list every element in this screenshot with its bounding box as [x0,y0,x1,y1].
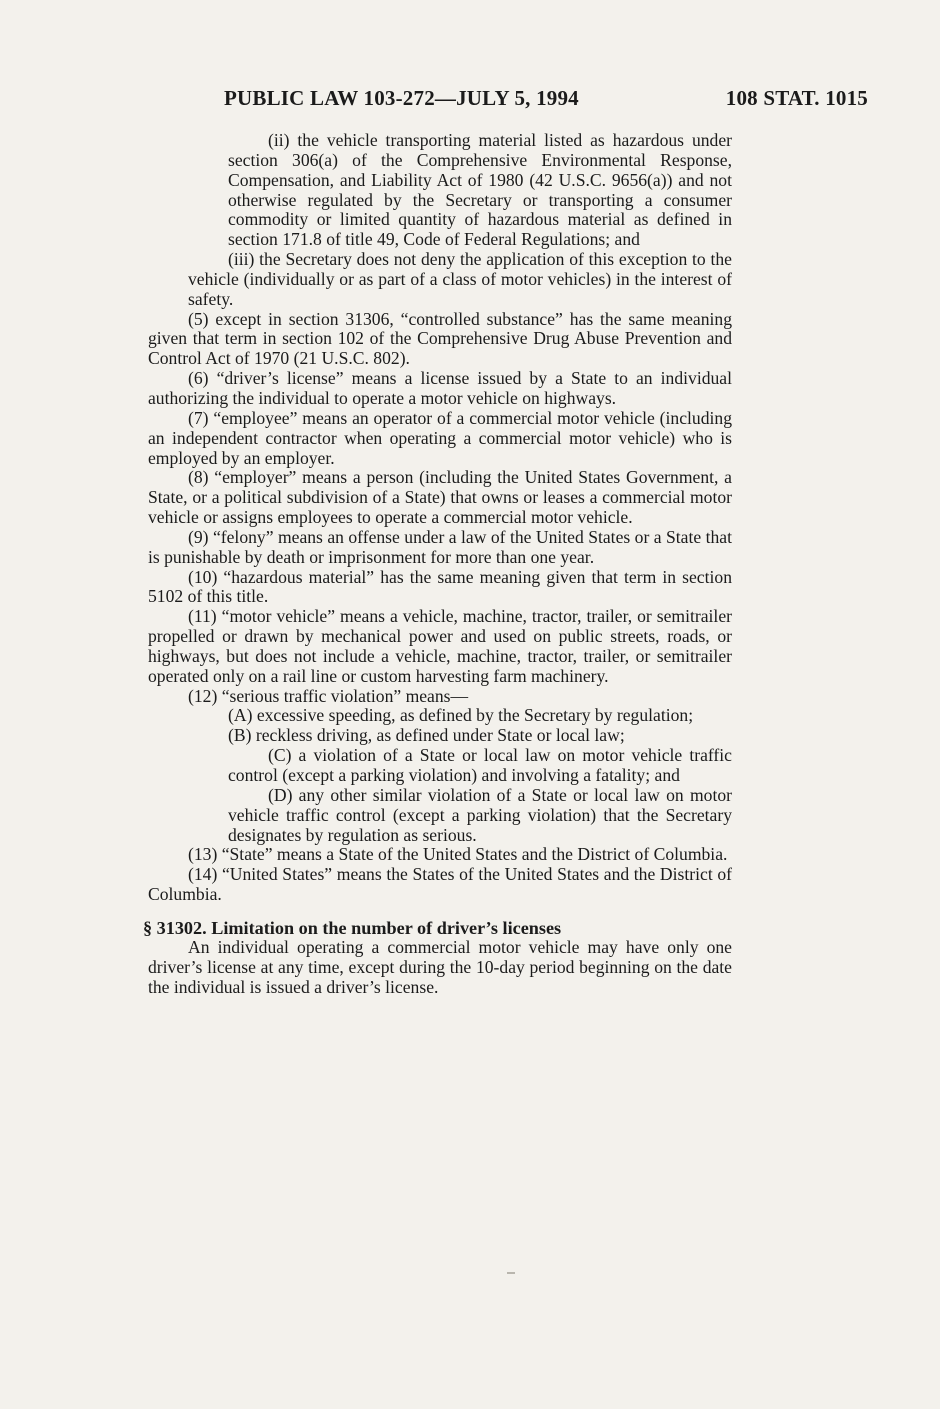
stat-page-number: 108 STAT. 1015 [725,86,868,110]
subclause-a: (A) excessive speeding, as defined by the Secretary by regulation; [228,705,694,726]
section-text: An individual operating a commercial motor vehicle may have only one driver’s license at any time, except during the 10-day period beginning on the date the individual is issued a driver’s license. [148,936,732,997]
definition-6: (6) “driver’s license” means a license issued by a State to an individual authorizing the individual to operate a motor vehicle on highways. [148,368,732,408]
section-heading: § 31302. Limitation on the number of driver’s licenses [143,917,562,938]
clause-ii: (ii) the vehicle transporting material listed as hazardous under section 306(a) of the Comprehensive Environmental Response, Compensation, and Liability Act of 1980 (42 U.S.C. 9656(a)) and not otherwise regulated by the Secretary or transporting a consumer commodity or limited quantity of hazardous material as defined in section 171.8 of title 49, Code of Federal Regulations; and [228,130,732,250]
definition-5: (5) except in section 31306, “controlled substance” has the same meaning given that term in section 102 of the Comprehensive Drug Abuse Prevention and Control Act of 1970 (21 U.S.C. 802). [148,308,732,369]
definition-13: (13) “State” means a State of the United States and the District of Columbia. [188,844,728,865]
subclause-c: (C) a violation of a State or local law on motor vehicle traffic control (except a parking violation) and involving a fatality; and [228,745,732,785]
definition-11: (11) “motor vehicle” means a vehicle, machine, tractor, trailer, or semitrailer propelled or drawn by mechanical power and used on public streets, roads, or highways, but does not include a vehicle, machine, tractor, trailer, or semitrailer operated only on a rail line or custom harvesting farm machinery. [148,606,732,686]
page-header [0,86,940,114]
print-smudge [507,1272,515,1274]
subclause-b: (B) reckless driving, as defined under State or local law; [228,725,625,746]
definition-10: (10) “hazardous material” has the same meaning given that term in section 5102 of this title. [148,566,732,607]
clause-iii: (iii) the Secretary does not deny the application of this exception to the vehicle (individually or as part of a class of motor vehicles) in the interest of safety. [188,249,732,309]
page-body [143,130,732,997]
definition-14: (14) “United States” means the States of the United States and the District of Columbia. [148,864,732,905]
definition-7: (7) “employee” means an operator of a commercial motor vehicle (including an independent contractor when operating a commercial motor vehicle) who is employed by an employer. [148,407,732,468]
subclause-d: (D) any other similar violation of a State or local law on motor vehicle traffic control (except a parking violation) that the Secretary designates by regulation as serious. [228,784,732,845]
running-head-title: PUBLIC LAW 103-272—JULY 5, 1994 [224,86,579,110]
definition-9: (9) “felony” means an offense under a law of the United States or a State that is punishable by death or imprisonment for more than one year. [148,526,732,567]
definition-8: (8) “employer” means a person (including the United States Government, a State, or a political subdivision of a State) that owns or leases a commercial motor vehicle or assigns employees to operate a commercial motor vehicle. [148,467,732,528]
definition-12: (12) “serious traffic violation” means— [188,685,469,706]
